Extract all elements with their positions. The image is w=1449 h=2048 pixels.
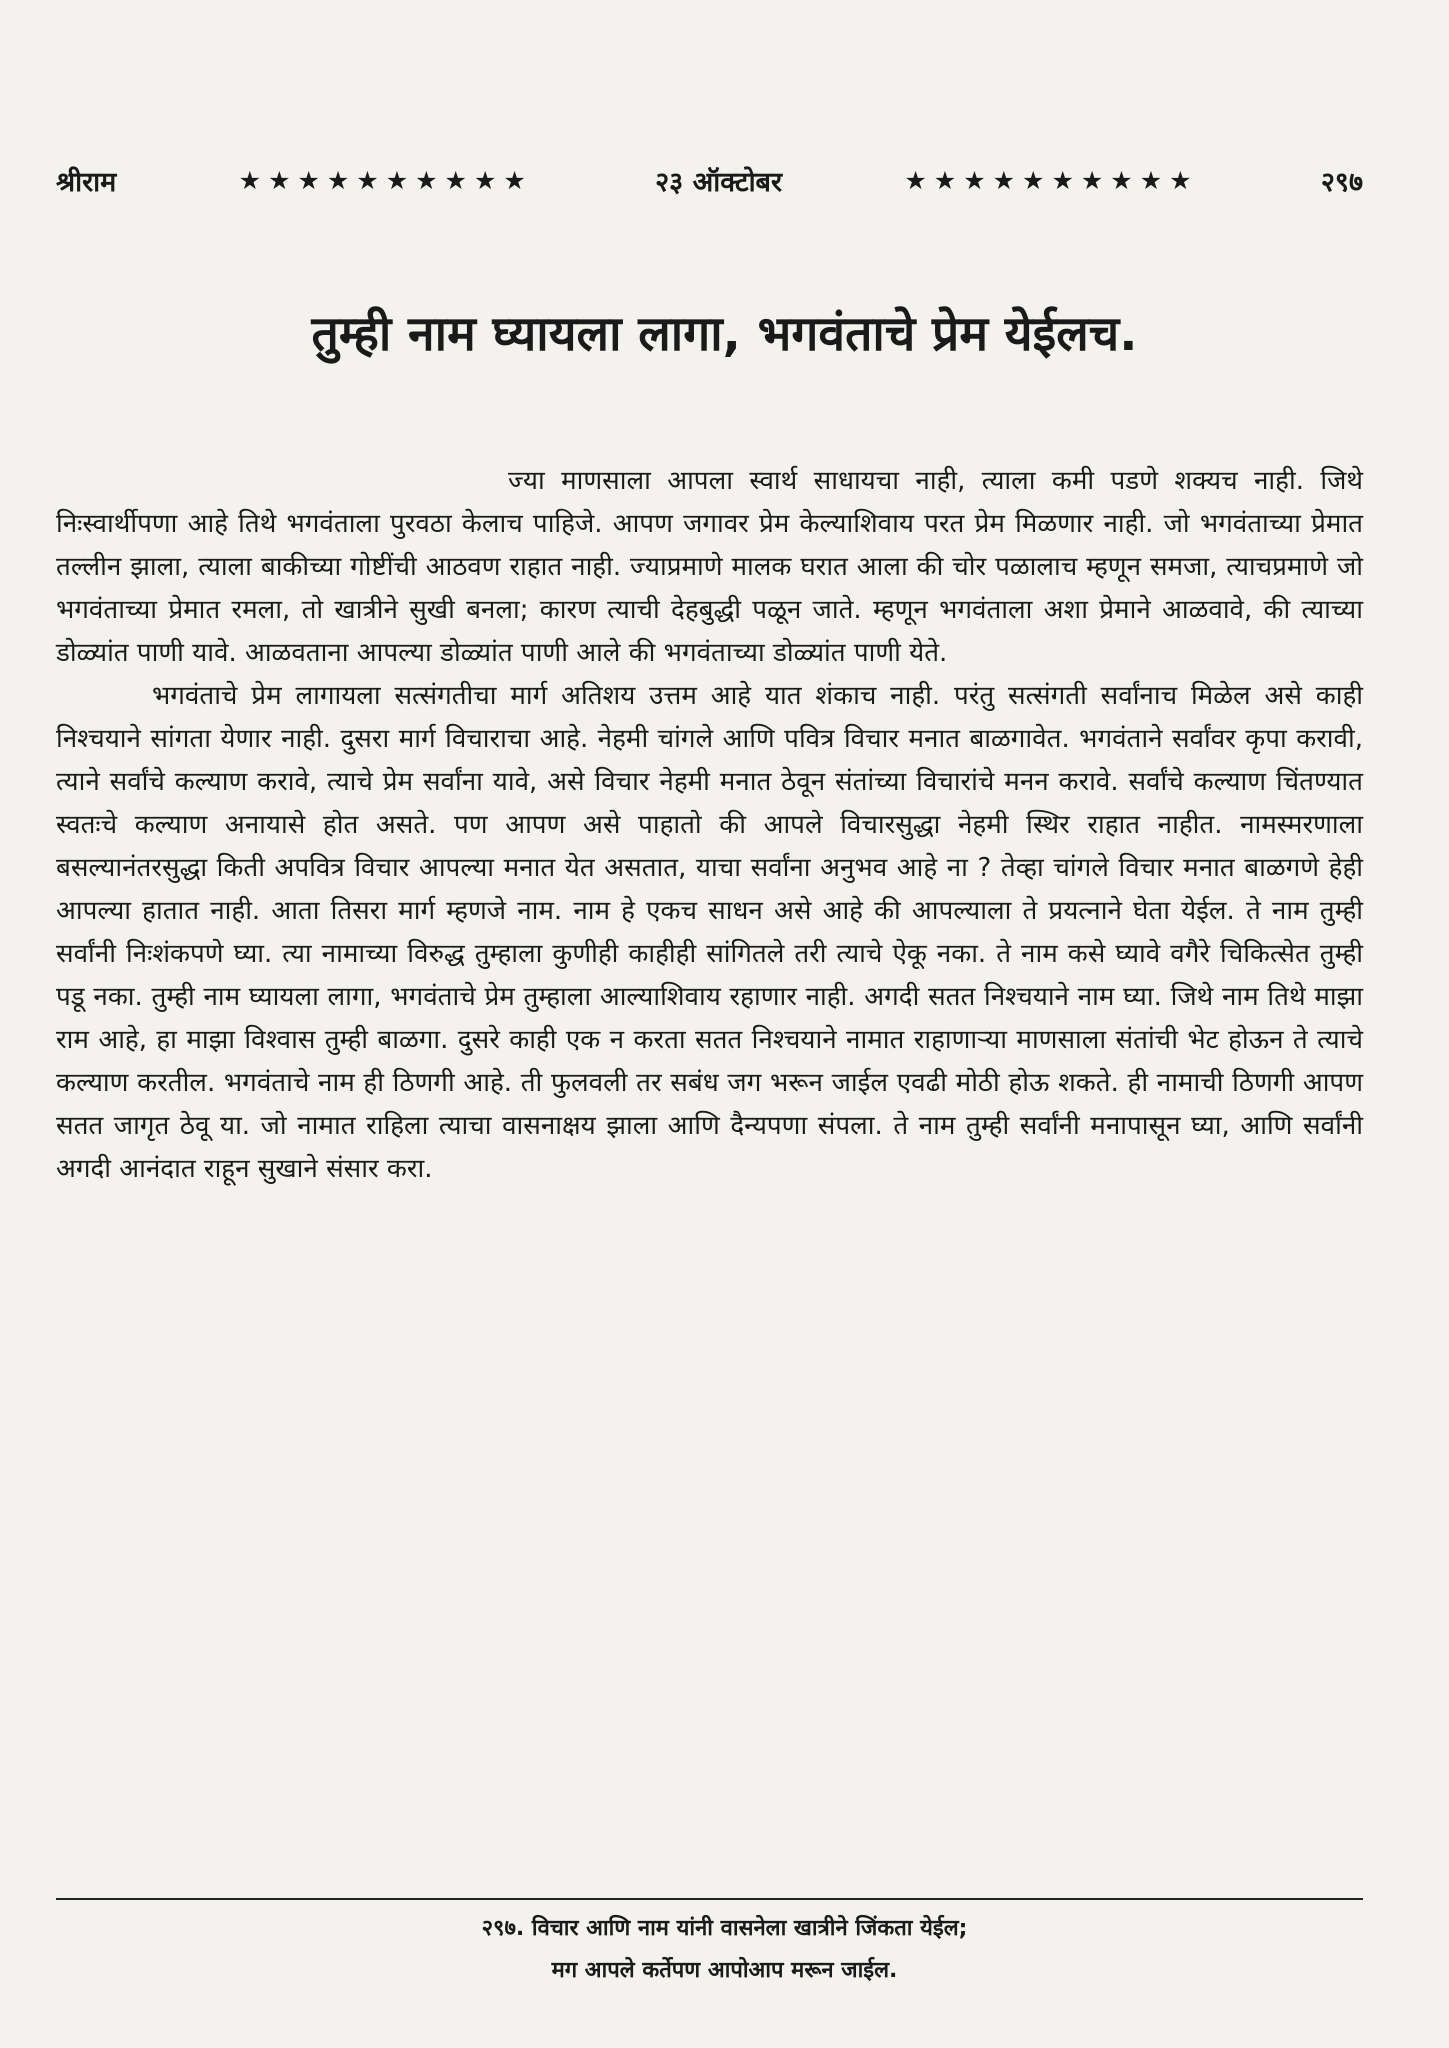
page-number: २९७: [1320, 167, 1363, 198]
paragraph-2: भगवंताचे प्रेम लागायला सत्संगतीचा मार्ग अतिशय उत्तम आहे यात शंकाच नाही. परंतु सत्संगती सर्वांनाच मिळेल असे काही निश्चयाने सांगता येणार नाही. दुसरा मार्ग विचाराचा आहे. नेहमी चांगले आणि पवित्र विचार मनात बाळगावेत. भगवंताने सर्वांवर कृपा करावी, त्याने सर्वांचे कल्याण करावे, त्याचे प्रेम सर्वांना यावे, असे विचार नेहमी मनात ठेवून संतांच्या विचारांचे मनन करावे. सर्वांचे कल्याण चिंतण्यात स्वतःचे कल्याण अनायासे होत असते. पण आपण असे पाहातो की आपले विचारसुद्धा नेहमी स्थिर राहात नाहीत. नामस्मरणाला बसल्यानंतरसुद्धा किती अपवित्र विचार आपल्या मनात येत असतात, याचा सर्वांना अनुभव आहे ना ? तेव्हा चांगले विचार मनात बाळगणे हेही आपल्या हातात नाही. आता तिसरा मार्ग म्हणजे नाम. नाम हे एकच साधन असे आहे की आपल्याला ते प्रयत्नाने घेता येईल. ते नाम तुम्ही सर्वांनी निःशंकपणे घ्या. त्या नामाच्या विरुद्ध तुम्हाला कुणीही काहीही सांगितले तरी त्याचे ऐकू नका. ते नाम कसे घ्यावे वगैरे चिकित्सेत तुम्ही पडू नका. तुम्ही नाम घ्यायला लागा, भगवंताचे प्रेम तुम्हाला आल्याशिवाय रहाणार नाही. अगदी सतत निश्चयाने नाम घ्या. जिथे नाम तिथे माझा राम आहे, हा माझा विश्वास तुम्ही बाळगा. दुसरे काही एक न करता सतत निश्चयाने नामात राहाणाऱ्या माणसाला संतांची भेट होऊन ते त्याचे कल्याण करतील. भगवंताचे नाम ही ठिणगी आहे. ती फुलवली तर सबंध जग भरून जाईल एवढी मोठी होऊ शकते. ही नामाची ठिणगी आपण सतत जागृत ठेवू या. जो नामात राहिला त्याचा वासनाक्षय झाला आणि दैन्यपणा संपला. ते नाम तुम्ही सर्वांनी मनापासून घ्या, आणि सर्वांनी अगदी आनंदात राहून सुखाने संसार करा.: [56, 681, 1363, 1184]
page-header: [56, 162, 1363, 199]
paragraph-1: ज्या माणसाला आपला स्वार्थ साधायचा नाही, त्याला कमी पडणे शक्यच नाही. जिथे निःस्वार्थीपणा आहे तिथे भगवंताला पुरवठा केलाच पाहिजे. आपण जगावर प्रेम केल्याशिवाय परत प्रेम मिळणार नाही. जो भगवंताच्या प्रेमात तल्लीन झाला, त्याला बाकीच्या गोष्टींची आठवण राहात नाही. ज्याप्रमाणे मालक घरात आला की चोर पळालाच म्हणून समजा, त्याचप्रमाणे जो भगवंताच्या प्रेमात रमला, तो खात्रीने सुखी बनला; कारण त्याची देहबुद्धी पळून जाते. म्हणून भगवंताला अशा प्रेमाने आळवावे, की त्याच्या डोळ्यांत पाणी यावे. आळवताना आपल्या डोळ्यांत पाणी आले की भगवंताच्या डोळ्यांत पाणी येते.: [56, 466, 1363, 668]
footnote-divider: [56, 1898, 1363, 1900]
header-date: २३ ऑक्टोबर: [655, 167, 783, 198]
footnote-line-2: मग आपले कर्तेपण आपोआप मरून जाईल.: [551, 1958, 898, 1983]
header-left-label: श्रीराम: [56, 167, 117, 198]
header-stars-right: ★★★★★★★★★★: [904, 166, 1199, 195]
body-text: [56, 460, 1363, 1191]
page-title: तुम्ही नाम घ्यायला लागा, भगवंताचे प्रेम येईलच.: [311, 306, 1138, 362]
footnote: [0, 1908, 1449, 1992]
header-stars-left: ★★★★★★★★★★: [238, 166, 533, 195]
footnote-line-1: २९७. विचार आणि नाम यांनी वासनेला खात्रीने जिंकता येईल;: [481, 1916, 968, 1941]
